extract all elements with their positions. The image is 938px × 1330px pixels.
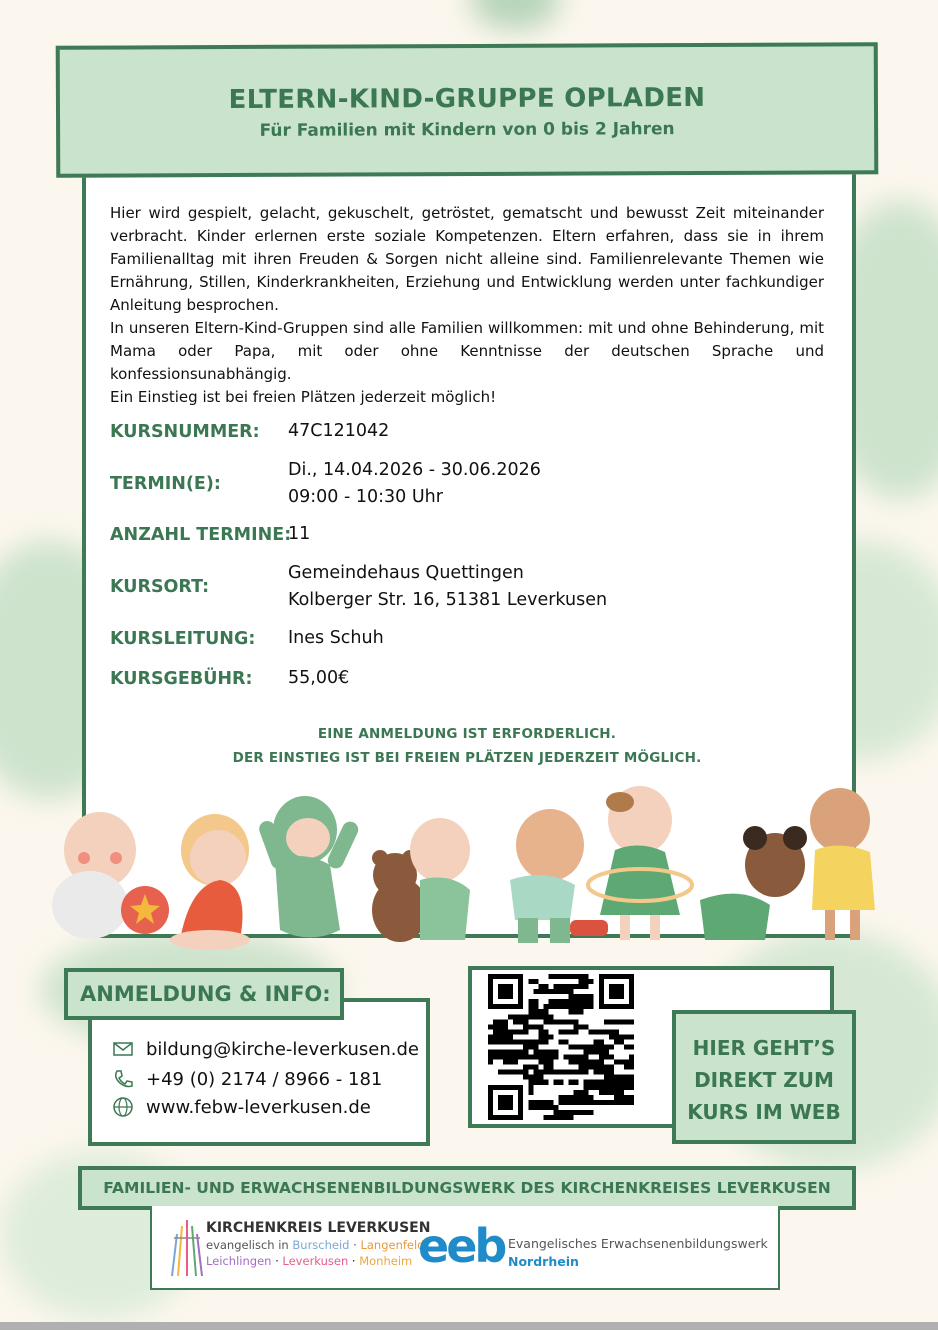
anzahl-label: ANZAHL TERMINE:: [110, 525, 292, 545]
contact-phone-row: [112, 1068, 382, 1090]
intro-paragraph: In unseren Eltern-Kind-Gruppen sind alle Familien willkommen: mit und ohne Behinderung, mit Mama oder Papa, mit oder ohne Kenntnisse der deutschen Sprache und konfessionsunabhängig.: [110, 319, 824, 383]
kk-sub-text: Leverkusen: [282, 1254, 349, 1268]
web-box-line: DIREKT ZUM: [694, 1068, 834, 1092]
page-title: ELTERN-KIND-GRUPPE OPLADEN: [228, 82, 706, 116]
anzahl-value: 11: [288, 524, 311, 544]
contact-box: [88, 998, 430, 1146]
kk-sub-text: Monheim: [359, 1254, 413, 1268]
contact-heading-tab: [64, 968, 344, 1020]
kirchenkreis-name: KIRCHENKREIS LEVERKUSEN: [206, 1220, 431, 1236]
kursnummer-value: 47C121042: [288, 421, 390, 441]
kursleitung-value: Ines Schuh: [288, 628, 384, 648]
kursnummer-label: KURSNUMMER:: [110, 422, 260, 442]
kursleitung-label: KURSLEITUNG:: [110, 629, 256, 649]
intro-paragraph: Ein Einstieg ist bei freien Plätzen jederzeit möglich!: [110, 388, 497, 406]
kirchenkreis-logo-mark: [170, 1218, 204, 1278]
org-bar: [78, 1166, 856, 1210]
notice-line: DER EINSTIEG IST BEI FREIEN PLÄTZEN JEDERZEIT MÖGLICH.: [232, 750, 702, 766]
termin-time: 09:00 - 10:30 Uhr: [288, 487, 443, 507]
contact-email-row: [112, 1038, 419, 1060]
eeb-name: Evangelisches Erwachsenenbildungswerk: [508, 1236, 768, 1251]
eeb-region: Nordrhein: [508, 1254, 579, 1269]
kk-sub-text: evangelisch in: [206, 1238, 289, 1252]
logo-box: [150, 1206, 780, 1290]
contact-phone[interactable]: +49 (0) 2174 / 8966 - 181: [146, 1068, 383, 1090]
page-subtitle: Für Familien mit Kindern von 0 bis 2 Jahren: [259, 119, 675, 141]
bottom-edge: [0, 1322, 938, 1330]
web-box-line: KURS IM WEB: [687, 1100, 841, 1124]
org-name: FAMILIEN- UND ERWACHSENENBILDUNGSWERK DES KIRCHENKREISES LEVERKUSEN: [103, 1179, 831, 1197]
web-box-line: HIER GEHT’S: [692, 1036, 836, 1060]
intro-text: [110, 202, 824, 409]
baby-dino-costume-illustration: [257, 796, 361, 938]
web-link-box[interactable]: [672, 1010, 856, 1144]
kursort-address: Kolberger Str. 16, 51381 Leverkusen: [288, 590, 608, 610]
contact-web[interactable]: www.febw-leverkusen.de: [146, 1096, 371, 1118]
baby-with-hoop-illustration: [588, 786, 692, 940]
phone-icon: [112, 1068, 134, 1090]
termin-label: TERMIN(E):: [110, 474, 221, 494]
kk-sub-text: Langenfeld: [360, 1238, 425, 1252]
intro-paragraph: Hier wird gespielt, gelacht, gekuschelt, getröstet, gematscht und bewusst Zeit miteinander verbracht. Kinder erlernen erste soziale Kompetenzen. Eltern erfahren, dass sie in ihrem Familienalltag mit ihren Freuden & Sorgen nicht alleine sind. Familienrelevante Themen wie Ernährung, Stillen, Kinderkrankheiten, Erziehung und Entwicklung werden unter fachkundiger Anleitung besprochen.: [110, 204, 824, 314]
kursort-label: KURSORT:: [110, 577, 210, 597]
babies-illustration: [40, 780, 900, 950]
baby-sitting-illustration: [170, 814, 250, 950]
globe-icon: [112, 1096, 134, 1118]
contact-email[interactable]: bildung@kirche-leverkusen.de: [146, 1038, 419, 1060]
notice-line: EINE ANMELDUNG IST ERFORDERLICH.: [317, 726, 617, 742]
baby-with-ball-illustration: [52, 812, 169, 939]
baby-standing-illustration: [810, 788, 875, 940]
contact-web-row: [112, 1096, 371, 1118]
kirchenkreis-subline: Leichlingen · Leverkusen · Monheim: [206, 1254, 413, 1268]
kursgebuehr-value: 55,00€: [288, 668, 350, 688]
kk-sub-text: Leichlingen: [206, 1254, 272, 1268]
termin-dates: Di., 14.04.2026 - 30.06.2026: [288, 460, 541, 480]
kk-sub-text: Burscheid: [292, 1238, 350, 1252]
header-panel: [56, 42, 879, 178]
baby-with-teddy-illustration: [372, 818, 470, 942]
contact-heading: ANMELDUNG & INFO:: [80, 982, 331, 1006]
kursort-name: Gemeindehaus Quettingen: [288, 563, 524, 583]
kursgebuehr-label: KURSGEBÜHR:: [110, 669, 253, 689]
qr-code[interactable]: [488, 974, 634, 1120]
mail-icon: [112, 1038, 134, 1060]
kirchenkreis-subline: evangelisch in Burscheid · Langenfeld: [206, 1238, 425, 1252]
watercolor-wash: [470, 0, 560, 30]
baby-crawling-illustration: [700, 826, 807, 940]
eeb-logo-mark: eeb: [418, 1219, 505, 1273]
